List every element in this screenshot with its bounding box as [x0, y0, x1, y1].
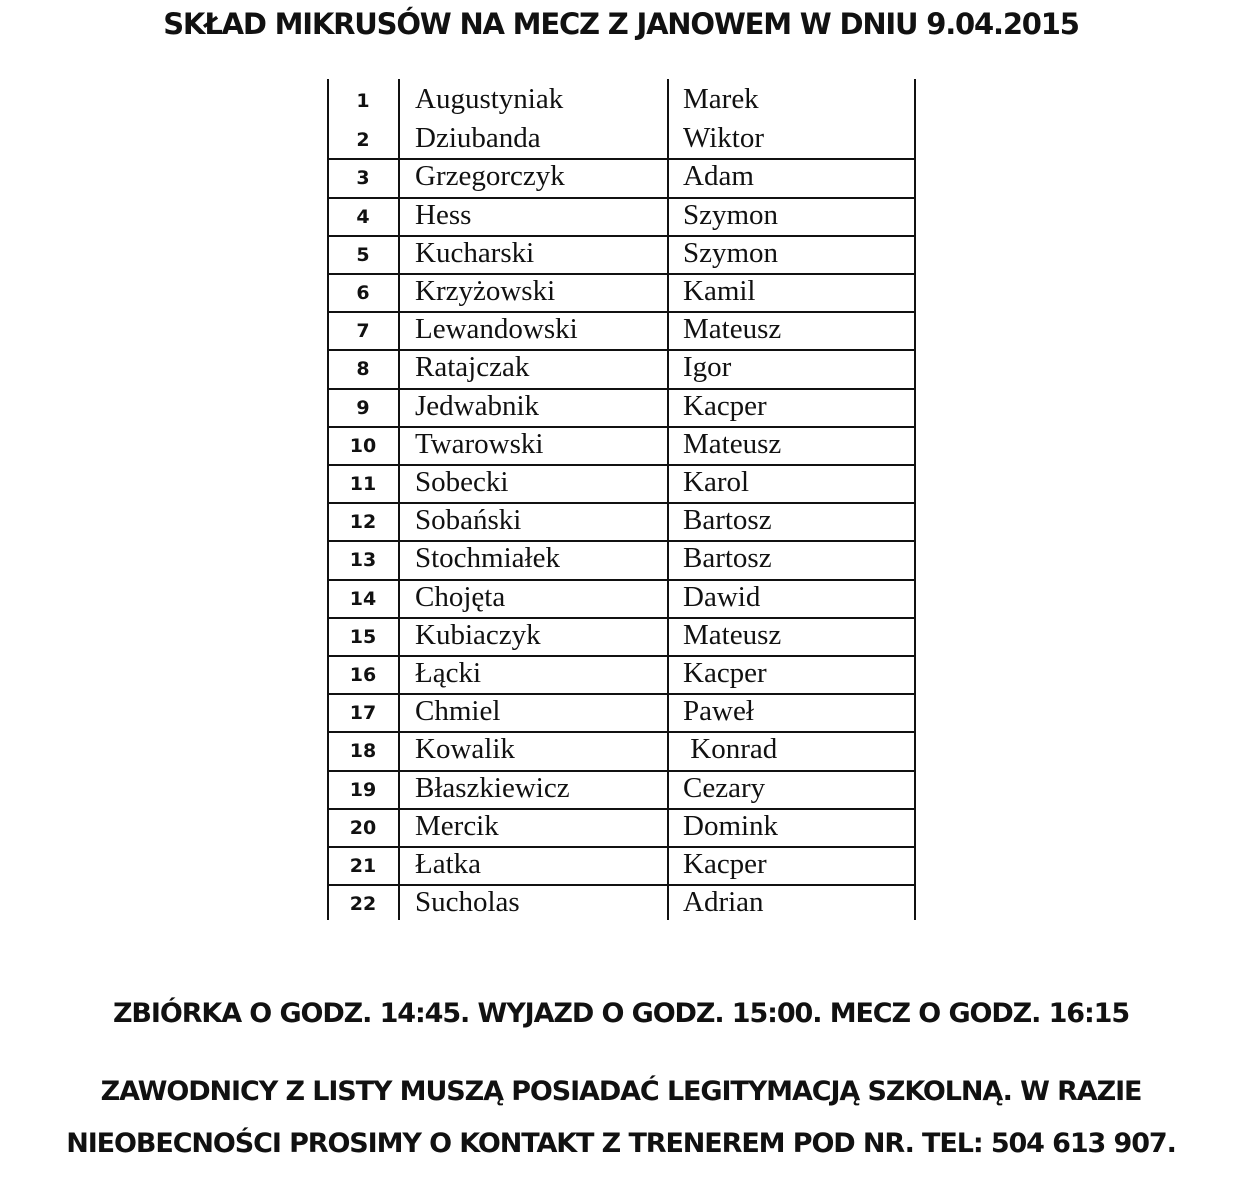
player-first-name: Szymon	[683, 236, 779, 269]
player-first-name: Kacper	[683, 657, 767, 689]
player-last-name: Grzegorczyk	[415, 160, 565, 193]
player-first-name: Adrian	[683, 886, 764, 919]
player-number: 9	[356, 396, 370, 419]
table-row	[327, 120, 916, 158]
table-row	[327, 388, 916, 426]
player-last-name: Krzyżowski	[415, 275, 556, 307]
table-row	[327, 81, 916, 119]
table-row	[327, 311, 916, 349]
player-last-name: Augustyniak	[415, 83, 564, 115]
schedule-note: ZBIÓRKA O GODZ. 14:45. WYJAZD O GODZ. 15:00. MECZ O GODZ. 16:15	[112, 998, 1130, 1029]
player-first-name: Mateusz	[683, 618, 782, 651]
player-last-name: Sucholas	[415, 886, 520, 919]
player-first-name: Kacper	[683, 848, 767, 880]
table-row	[327, 693, 916, 731]
player-number: 18	[349, 740, 377, 763]
player-number: 3	[356, 167, 370, 190]
player-first-name: Cezary	[683, 771, 766, 804]
player-number: 8	[356, 358, 370, 381]
player-number: 1	[356, 90, 370, 112]
player-number: 21	[349, 855, 377, 877]
player-last-name: Sobański	[415, 504, 522, 537]
table-row	[327, 770, 916, 808]
table-row	[327, 808, 916, 846]
player-number: 5	[356, 243, 370, 266]
player-last-name: Chojęta	[415, 580, 506, 613]
player-last-name: Hess	[415, 198, 472, 231]
table-row	[327, 464, 916, 502]
table-row	[327, 235, 916, 273]
player-last-name: Jedwabnik	[415, 389, 540, 422]
player-last-name: Sobecki	[415, 466, 509, 498]
player-number: 12	[349, 511, 377, 534]
requirement-note-line-2: NIEOBECNOŚCI PROSIMY O KONTAKT Z TRENEREM POD NR. TEL: 504 613 907.	[66, 1128, 1176, 1159]
player-last-name: Kowalik	[415, 733, 515, 766]
player-first-name: Adam	[683, 160, 754, 193]
player-first-name: Mateusz	[683, 313, 782, 346]
player-last-name: Chmiel	[415, 695, 501, 728]
player-first-name: Marek	[683, 83, 759, 115]
player-last-name: Dziubanda	[415, 122, 541, 155]
table-row	[327, 655, 916, 693]
player-last-name: Kubiaczyk	[415, 618, 541, 651]
player-last-name: Łatka	[415, 848, 482, 880]
player-first-name: Kacper	[683, 389, 767, 422]
page-title: SKŁAD MIKRUSÓW NA MECZ Z JANOWEM W DNIU 9.04.2015	[163, 7, 1079, 41]
player-last-name: Stochmiałek	[415, 542, 560, 575]
player-number: 17	[349, 702, 377, 725]
player-last-name: Ratajczak	[415, 351, 530, 384]
player-last-name: Mercik	[415, 809, 499, 842]
table-row	[327, 846, 916, 884]
table-row	[327, 579, 916, 617]
player-first-name: Konrad	[683, 733, 778, 766]
player-first-name: Dawid	[683, 580, 761, 613]
player-last-name: Kucharski	[415, 236, 535, 269]
player-number: 2	[356, 129, 370, 152]
table-row	[327, 617, 916, 655]
player-first-name: Bartosz	[683, 504, 772, 537]
player-number: 10	[349, 434, 377, 457]
table-row	[327, 158, 916, 196]
player-first-name: Wiktor	[683, 122, 764, 155]
player-number: 16	[349, 664, 377, 686]
table-row	[327, 197, 916, 235]
player-first-name: Kamil	[683, 275, 756, 307]
table-row	[327, 273, 916, 311]
player-roster-table	[327, 79, 916, 920]
player-last-name: Twarowski	[415, 427, 544, 460]
player-number: 6	[356, 282, 370, 304]
player-number: 15	[349, 625, 377, 648]
table-row	[327, 540, 916, 578]
player-first-name: Szymon	[683, 198, 779, 231]
table-row	[327, 349, 916, 387]
player-number: 20	[349, 816, 377, 839]
player-last-name: Łącki	[415, 657, 482, 689]
player-number: 19	[349, 778, 377, 801]
player-number: 11	[349, 473, 377, 495]
player-first-name: Paweł	[683, 695, 754, 728]
player-last-name: Błaszkiewicz	[415, 771, 570, 804]
requirement-note-line-1: ZAWODNICY Z LISTY MUSZĄ POSIADAĆ LEGITYMACJĄ SZKOLNĄ. W RAZIE	[100, 1076, 1142, 1107]
table-row	[327, 426, 916, 464]
player-number: 7	[356, 320, 370, 343]
table-row	[327, 884, 916, 922]
player-number: 13	[349, 549, 377, 572]
player-first-name: Igor	[683, 351, 732, 384]
player-number: 4	[356, 205, 370, 228]
table-row	[327, 502, 916, 540]
player-first-name: Karol	[683, 466, 750, 498]
player-number: 14	[349, 587, 377, 610]
player-last-name: Lewandowski	[415, 313, 578, 346]
player-first-name: Mateusz	[683, 427, 782, 460]
player-number: 22	[349, 893, 377, 916]
player-first-name: Bartosz	[683, 542, 772, 575]
player-first-name: Domink	[683, 809, 779, 842]
table-row	[327, 731, 916, 769]
